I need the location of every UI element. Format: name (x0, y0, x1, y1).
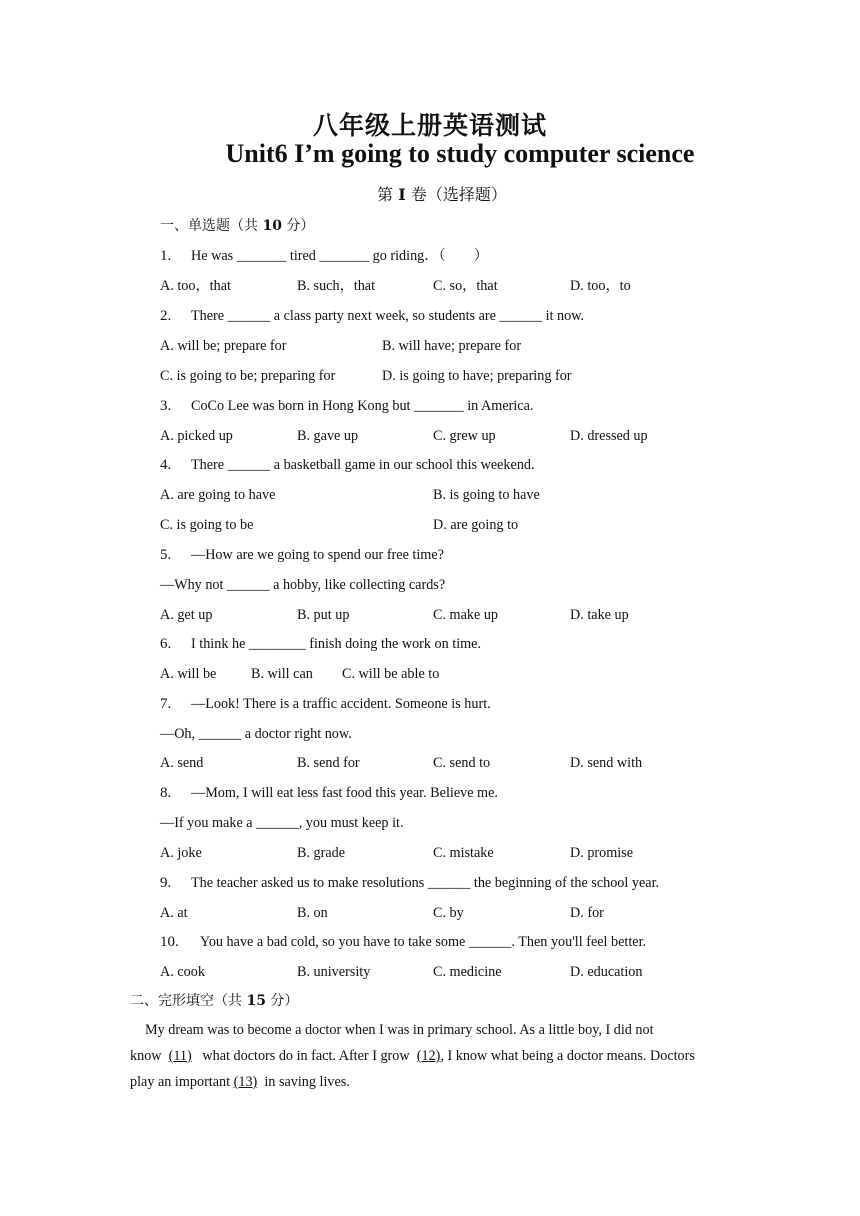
blank-13[interactable]: (13) (233, 1074, 258, 1090)
option-6b[interactable]: B. will can (251, 666, 313, 682)
question-4: 4. There ______ a basketball game in our school this weekend. (160, 457, 535, 473)
option-4d[interactable]: D. are going to (433, 517, 519, 533)
option-10d[interactable]: D. education (570, 964, 643, 980)
question-5-line2: —Why not ______ a hobby, like collecting cards? (160, 577, 446, 593)
option-2a[interactable]: A. will be; prepare for (160, 338, 287, 354)
option-7a[interactable]: A. send (160, 755, 204, 771)
option-4a[interactable]: A. are going to have (160, 487, 276, 503)
option-10b[interactable]: B. university (297, 964, 371, 980)
question-7: 7. —Look! There is a traffic accident. Someone is hurt. (160, 696, 491, 712)
option-10c[interactable]: C. medicine (433, 964, 502, 980)
option-8c[interactable]: C. mistake (433, 845, 494, 861)
question-8: 8. —Mom, I will eat less fast food this year. Believe me. (160, 785, 498, 801)
question-9: 9. The teacher asked us to make resolutions ______ the beginning of the school year. (160, 875, 660, 891)
blank-12[interactable]: (12) (416, 1048, 441, 1064)
option-8a[interactable]: A. joke (160, 845, 202, 861)
exam-title-english: Unit6 I’m going to study computer science (225, 139, 695, 168)
option-1a[interactable]: A. too，that (160, 278, 231, 294)
option-6c[interactable]: C. will be able to (342, 666, 440, 682)
option-7b[interactable]: B. send for (297, 755, 360, 771)
question-8-line2: —If you make a ______, you must keep it. (160, 815, 404, 831)
question-10: 10. You have a bad cold, so you have to take some ______. Then you'll feel better. (160, 934, 647, 950)
option-5a[interactable]: A. get up (160, 607, 213, 623)
option-1b[interactable]: B. such，that (297, 278, 376, 294)
question-7-line2: —Oh, ______ a doctor right now. (160, 726, 352, 742)
part-heading: 第 I 卷（选择题） (377, 185, 507, 204)
option-9b[interactable]: B. on (297, 905, 328, 921)
question-3: 3. CoCo Lee was born in Hong Kong but _______ in America. (160, 398, 534, 414)
option-6a[interactable]: A. will be (160, 666, 217, 682)
option-2b[interactable]: B. will have; prepare for (382, 338, 522, 354)
option-8b[interactable]: B. grade (297, 845, 346, 861)
section-heading-cloze: 二、完形填空（共 15 分） (130, 993, 299, 1009)
option-3b[interactable]: B. gave up (297, 428, 359, 444)
option-9a[interactable]: A. at (160, 905, 188, 921)
option-2d[interactable]: D. is going to have; preparing for (382, 368, 572, 384)
option-5d[interactable]: D. take up (570, 607, 629, 623)
option-9c[interactable]: C. by (433, 905, 464, 921)
option-3c[interactable]: C. grew up (433, 428, 496, 444)
option-8d[interactable]: D. promise (570, 845, 634, 861)
option-3d[interactable]: D. dressed up (570, 428, 648, 444)
option-2c[interactable]: C. is going to be; preparing for (160, 368, 336, 384)
option-1d[interactable]: D. too，to (570, 278, 631, 294)
section-heading-single-choice: 一、单选题（共 10 分） (160, 218, 315, 234)
option-4c[interactable]: C. is going to be (160, 517, 254, 533)
option-7d[interactable]: D. send with (570, 755, 643, 771)
option-10a[interactable]: A. cook (160, 964, 205, 980)
option-3a[interactable]: A. picked up (160, 428, 233, 444)
question-6: 6. I think he ________ finish doing the work on time. (160, 636, 482, 652)
option-7c[interactable]: C. send to (433, 755, 491, 771)
option-9d[interactable]: D. for (570, 905, 604, 921)
question-1: 1. He was _______ tired _______ go riding．（ ） (160, 248, 489, 264)
option-4b[interactable]: B. is going to have (433, 487, 540, 503)
option-1c[interactable]: C. so，that (433, 278, 498, 294)
question-2: 2. There ______ a class party next week, so students are ______ it now. (160, 308, 585, 324)
cloze-passage: My dream was to become a doctor when I was in primary school. As a little boy, I did not know (11) what doctors do in fact. After I grow (12), I know what being a doctor means. Doctors play an important (13) in saving lives. (130, 1022, 695, 1090)
blank-11[interactable]: (11) (168, 1048, 192, 1064)
exam-title-chinese: 八年级上册英语测试 (312, 111, 547, 140)
question-5: 5. —How are we going to spend our free time? (160, 547, 444, 563)
option-5c[interactable]: C. make up (433, 607, 499, 623)
option-5b[interactable]: B. put up (297, 607, 350, 623)
